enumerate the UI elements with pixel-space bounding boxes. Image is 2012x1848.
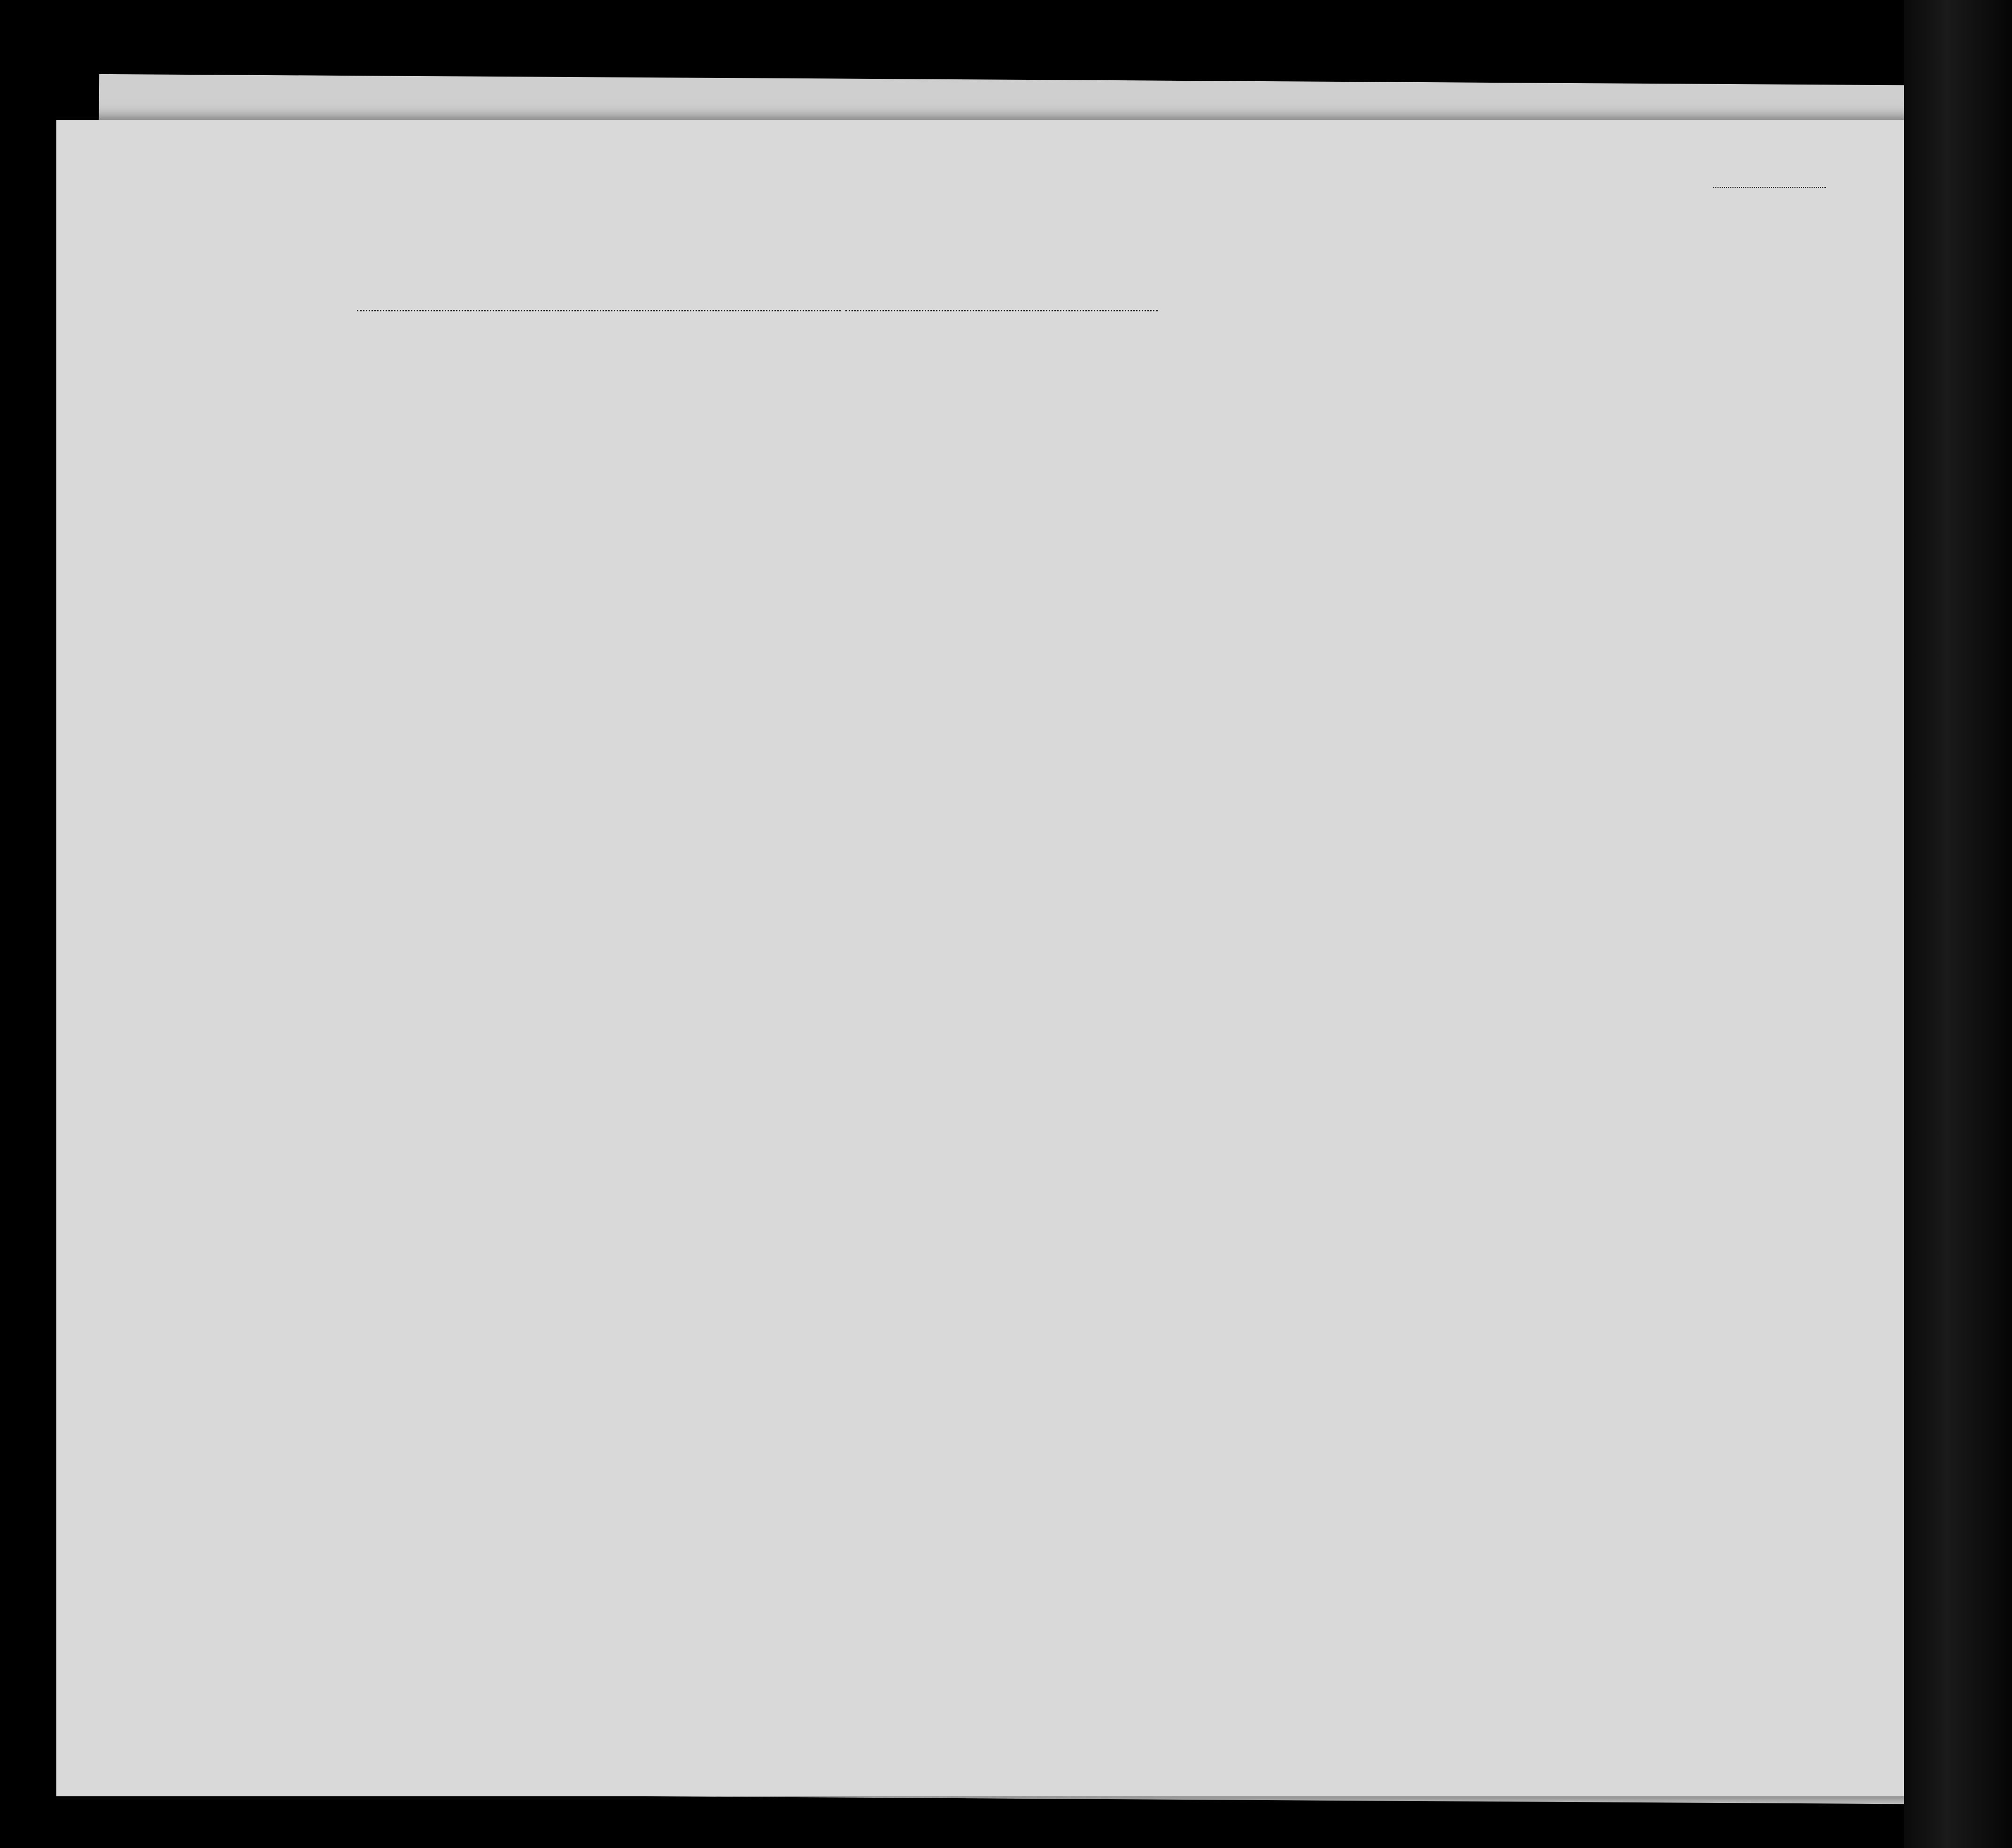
- scan-edge: [1904, 0, 2012, 1848]
- list-underline: [1713, 187, 1826, 188]
- manifest-grid: [151, 331, 1861, 1599]
- date-fill-line: [845, 310, 1158, 311]
- port-fill-line: [357, 310, 841, 311]
